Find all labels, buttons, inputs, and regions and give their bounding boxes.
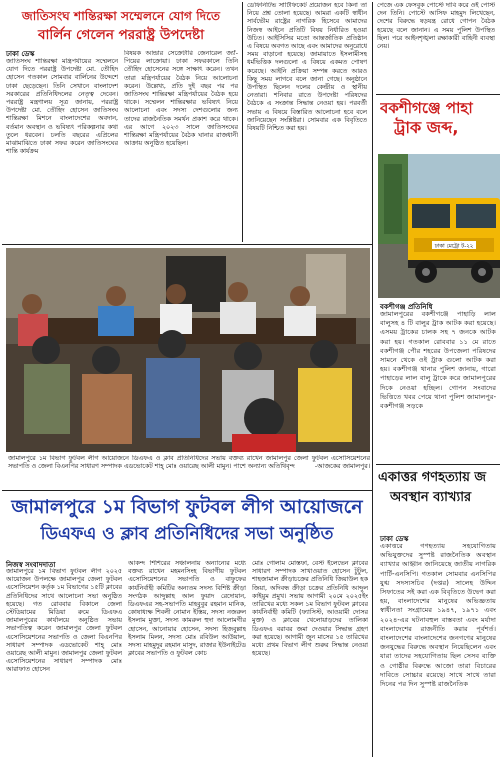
- bottom-main-col1: জামালপুরে ১ম বিভাগ ফুটবল লীগ ২০২৫ আয়োজন উপলক্ষে জামালপুর জেলা ফুটবল এসোসিয়েশন কর্তৃক ১ম বিভাগের ১৫টি ক্লাবের প্রতিনিধিদের সাথে আলোচনা সভা অনুষ্ঠিত হয়েছে। গত রোববার বিকালে জেলা স্টেডিয়ামের মিডিয়া রুমে ডিএফএ জামালপুরের কার্যালয়ে অনুষ্ঠিত সভায় সভাপতিত্ব করেন জামালপুর জেলা ফুটবল এসোসিয়েশনের সভাপতি ও জেলা বিএনপির সাধারণ সম্পাদক এডভোকেট শাহ্ মোঃ ওয়ারেছ আলী মামুন। জামালপুর জেলা ফুটবল এসোসিয়েশনের সাধারণ সম্পাদক মোঃ আরাফাত হোসেন: [6, 568, 122, 674]
- column-rule: [372, 2, 373, 757]
- divider: [2, 244, 372, 245]
- top-right-headline-line2: ট্রাক জব্দ,: [394, 118, 459, 137]
- top-left-headline-line2: বার্লিন গেলেন পররাষ্ট্র উপদেষ্টা: [37, 27, 205, 43]
- top-middle-col: ডেফিনিটিভ সার্টিফিকেট প্রয়োজন হবে কিনা তা নিয়ে প্রশ্ন তোলা হয়েছে। আমরা একটি স্বাধীন সার্বভৌম রাষ্ট্রের নাগরিক হিসেবে আমাদের নিজস্ব আইনে প্রতিটি বিষয় নির্ধারিত হওয়া উচিত। আইসিসির মতো আন্তর্জাতিক প্রতিষ্ঠান এ বিষয়ে অবগত আছে এবং আমাদের অনুরোধে সময় বাড়ানো হয়েছে। জামায়াতে ইসলামীসহ ধর্মভিত্তিক দলগুলো এ বিষয়ে একমত পোষণ করেছে। আইনি প্রক্রিয়া সম্পন্ন করতে আরও কিছু সময় লাগবে বলে জানা গেছে। অনুষ্ঠানে উপস্থিত ছিলেন দলের কেন্দ্রীয় ও স্থানীয় নেতারা। শনিবার রাতে উপদেষ্টা পরিষদের বৈঠকে এ সংক্রান্ত সিদ্ধান্ত নেওয়া হয়। পরবর্তী সভায় এ বিষয়ে বিস্তারিত আলোচনা হবে বলে জানিয়েছেন সংশ্লিষ্টরা। সোমবার এক বিবৃতিতে বিষয়টি নিশ্চিত করা হয়।: [247, 2, 367, 133]
- photo-caption: [8, 455, 370, 489]
- top-right-col: পেজে এক ফেসবুক পোস্টে দাবি করে ওই পোস্ট দেন তিনি। পোস্টে আসিফ মাহমুদ লিখেছেন, দেশের বিরুদ্ধে ষড়যন্ত্র রোধে গোপন বৈঠক হয়েছে বলে জানান। এ সময় পুলিশ উপস্থিত ছিল। পরে আইনশৃঙ্খলা রক্ষাকারী বাহিনী ব্যবস্থা নেয়।: [377, 2, 495, 51]
- bottom-right-dateline: ঢাকা ডেস্ক: [380, 535, 409, 543]
- bottom-right-body: একাত্তরে গণহত্যায় সহযোগিতায় অভিযুক্তদের সুস্পষ্ট রাজনৈতিক অবস্থান ব্যাখ্যার আহ্বান জানিয়েছে জাতীয় নাগরিক পার্টি-এনসিপি। গতকাল সোমবার এনসিপির যুগ্ম সদস্যসচিব (দপ্তর) সালেহ উদ্দিন সিফাতের সই করা এক বিবৃতিতে উদ্বেগ করা হয়, বাংলাদেশের মানুষের অভিজ্ঞতায় স্বাধীনতা সংগ্রামের ১৯৪৭, ১৯৭১ এবং ২০২৪-এর ঘটনাবহুল বাস্তবতা এবং মর্যাদা বাংলাদেশের রাজনীতি করার পূর্বশর্ত। বাংলাদেশের বাংলাদেশের জনগণের মানুষের জনযুদ্ধের বিরুদ্ধে অবস্থান নিয়েছিলেন এবং যারা তাদের সহযোগিতায় ছিল সেসব ব্যক্তি ও গোষ্ঠীর বিরুদ্ধে আজো তারা বিচারের দাবিতে সোচ্চার রয়েছে। সাথে সাথে তারা দিনের পর দিন সুস্পষ্ট রাজনৈতিক: [380, 542, 496, 689]
- top-left-headline: [4, 8, 238, 44]
- bottom-main-dateline: নিজস্ব সংবাদদাতা: [6, 561, 56, 569]
- top-left-col1: জাতিসংঘ শান্তিরক্ষা মন্ত্রিপর্যায়ের সম্মেলনে যোগ দিতে পররাষ্ট্র উপদেষ্টা মো. তৌহিদ হোসেন গতকাল সোমবার বার্লিনের উদ্দেশে ঢাকা ছেড়েছেন। তিনি সেখানে বাংলাদেশ সরকারের প্রতিনিধিদলের নেতৃত্ব দেবেন। পররাষ্ট্র মন্ত্রণালয় সূত্র জানায়, পররাষ্ট্র উপদেষ্টা মো. তৌহিদ হোসেন জাতিসংঘ শান্তিরক্ষা মিশনে বাংলাদেশের অবদান, বর্তমান অবস্থান ও ভবিষ্যৎ পরিকল্পনার কথা তুলে ধরবেন। চলতি বছরের এপ্রিলের মাঝামাঝিতে ঢাকা সফর করেন জাতিসংঘের শান্তি কার্যক্রম: [6, 58, 118, 156]
- bottom-right-headline: [378, 468, 500, 508]
- truck-photo: [378, 154, 500, 298]
- top-right-body: জামালপুরের বকশীগঞ্জে পাহাড়ি লাল বালুসহ ৪ টি বালুর ট্রাক আটক করা হয়েছে। এসময় ট্রাকের চালক সহ ৭ জনকে আটক করা হয়। গতকাল রোববার ১১ মে রাতে বকশীগঞ্জ পৌর শহরের উপজেলা পরিষদের সামনে থেকে ওই ট্রাক গুলো আটক করা হয়। বকশীগঞ্জ থানার পুলিশ জানায়, গারো পাহাড়ের লাল বালু ট্রাকে করে জামালপুরের দিকে নেওয়া হচ্ছিল। গোপন সংবাদের ভিত্তিতে খবর পেয়ে থানা পুলিশ জামালপুর-বকশীগঞ্জ সড়কে: [380, 310, 496, 411]
- bottom-main-headline-line2: ডিএফএ ও ক্লাব প্রতিনিধিদের সভা অনুষ্ঠিত: [40, 524, 334, 544]
- bottom-right-headline-line1: একাত্তর গণহত্যায় জ: [378, 470, 487, 485]
- svg-text:ঢাকা মেট্রো ট-২২: ঢাকা মেট্রো ট-২২: [434, 243, 474, 250]
- photo-credit: -আজকের জামালপুর।: [314, 463, 370, 471]
- top-right-headline: [380, 98, 500, 138]
- meeting-photo: [6, 248, 370, 452]
- bottom-main-col2: আকন্দ শিশিরের সঞ্চালনায় অন্যান্যের মধ্যে বক্তব্য রাখেন মহমনসিংহ বিভাগীয় ফুটবল এসোসিয়েশনের সভাপতি ও বাফুফের কার্যনির্বাহী কমিটির অন্যতম সদস্য বিশিষ্ট ক্রীড়া সংগঠক আব্দুল্লাহ আল ফুয়াদ রেদোয়ান, ডিএফএর সহ-সভাপতি মাহবুবুর রহমান মানিক, কোষাধ্যক্ষ শিবলী নোমান ইস্তিয়, সদস্য নজরুল ইসলাম মুক্তা, সদস্য কামরুল হুদা আলোমগীর হোসেন, আনোয়ার হোসেন, সদস্য হিজবুল্লাহ ইসলাম মিলন, সদস্য মোঃ রবিউল আউয়াল, সদস্য মাহমুদুর রহমান মাসুদ, রাজার ইউনাইটেড ক্লাবের সভাপতি ও ফুটবল কোচ: [128, 560, 246, 658]
- top-right-headline-line1: বকশীগঞ্জে পাহা: [380, 99, 473, 117]
- divider: [2, 490, 372, 491]
- bottom-right-headline-line2: অবস্থান ব্যাখ্যার: [390, 490, 472, 505]
- divider: [376, 464, 500, 465]
- top-right-dateline: বকশীগঞ্জ প্রতিনিধি: [380, 303, 433, 311]
- top-left-headline-line1: জাতিসংঘ শান্তিরক্ষা সম্মেলনে যোগ দিতে: [21, 9, 221, 23]
- bottom-main-col3: মোঃ গোলাম মোস্তফা, বেস্ট ইলেভেন ক্লাবের সাধারণ সম্পাদক সাখাওয়াত হোসেন টুটুল, শাহজামাল ক্রীড়াচক্রের প্রতিনিধি জিয়াউল হক জিয়া, অদিবন্ধ ক্রীড়া চক্রের প্রতিনিধি আব্দুল কাইয়ুম প্রমুখ। সভায় আগামী ২০মে ২০২৫ইং তারিখের মধ্যে সকল ১ম বিভাগ ফুটবল ক্লাবের কার্যনির্বাহী কমিটি (ফ্যাসিস্ট, আওয়ামী দোসর মুক্ত) ও ক্লাবের খেলোয়াড়দের তালিকা ডিএফএ বরাবর জমা দেওয়ার সিদ্ধান্ত গ্রহণ করা হয়েছে। আগামী জুন মাসের ১৫ তারিখের মধ্যে প্রথম বিভাগ লীগ শুরুর সিদ্ধান্ত নেওয়া হয়েছে।: [252, 560, 368, 658]
- column-rule: [242, 2, 243, 242]
- bottom-main-headline-line1: জামালপুরে ১ম বিভাগ ফুটবল লীগ আয়োজনে: [11, 496, 363, 518]
- divider: [376, 94, 500, 95]
- top-left-col2: বিষয়ক আন্ডার সেক্রেটারি জেনারেল জ্যাঁ-পিয়ের লাক্রোয়া। ঢাকা সফরকালে তিনি তৌহিদ হোসেনের সঙ্গে সাক্ষাৎ করেন। তখন তারা মন্ত্রিপর্যায়ের বৈঠক নিয়ে আলোচনা করেন। উল্লেখ্য, প্রতি দুই বছর পর পর জাতিসংঘ শান্তিরক্ষা মন্ত্রিপর্যায়ের বৈঠক হয়ে থাকে। সম্মেলন শান্তিরক্ষার ভবিষ্যৎ নিয়ে আলোচনা এবং সদস্য দেশগুলোর জন্য তাদের রাজনৈতিক সমর্থন প্রকাশ করে থাকে। এর আগে ২০২৩ সালে জাতিসংঘের শান্তিরক্ষা মন্ত্রিপর্যায়ের বৈঠক ঘানার রাজধানী আক্রায় অনুষ্ঠিত হয়েছিল।: [124, 50, 238, 148]
- bottom-main-headline: [4, 494, 370, 546]
- photo-caption-text: জামালপুরে ১ম বিভাগ ফুটবল লীগ আয়োজনে ডিএফএ ও ক্লাব প্রতিনিধিদের সভায় বক্তব্য রাখেন জামালপুর জেলা ফুটবল এসোসিয়েশনের সভাপতি ও জেলা বিএনপির সাধারণ সম্পাদক এডভোকেট শাহ্ মোঃ ওয়ারেছ আলী মামুন। পাশে অন্যান্য অতিথিবৃন্দ: [8, 455, 370, 471]
- top-left-dateline: ঢাকা ডেস্ক: [6, 50, 35, 58]
